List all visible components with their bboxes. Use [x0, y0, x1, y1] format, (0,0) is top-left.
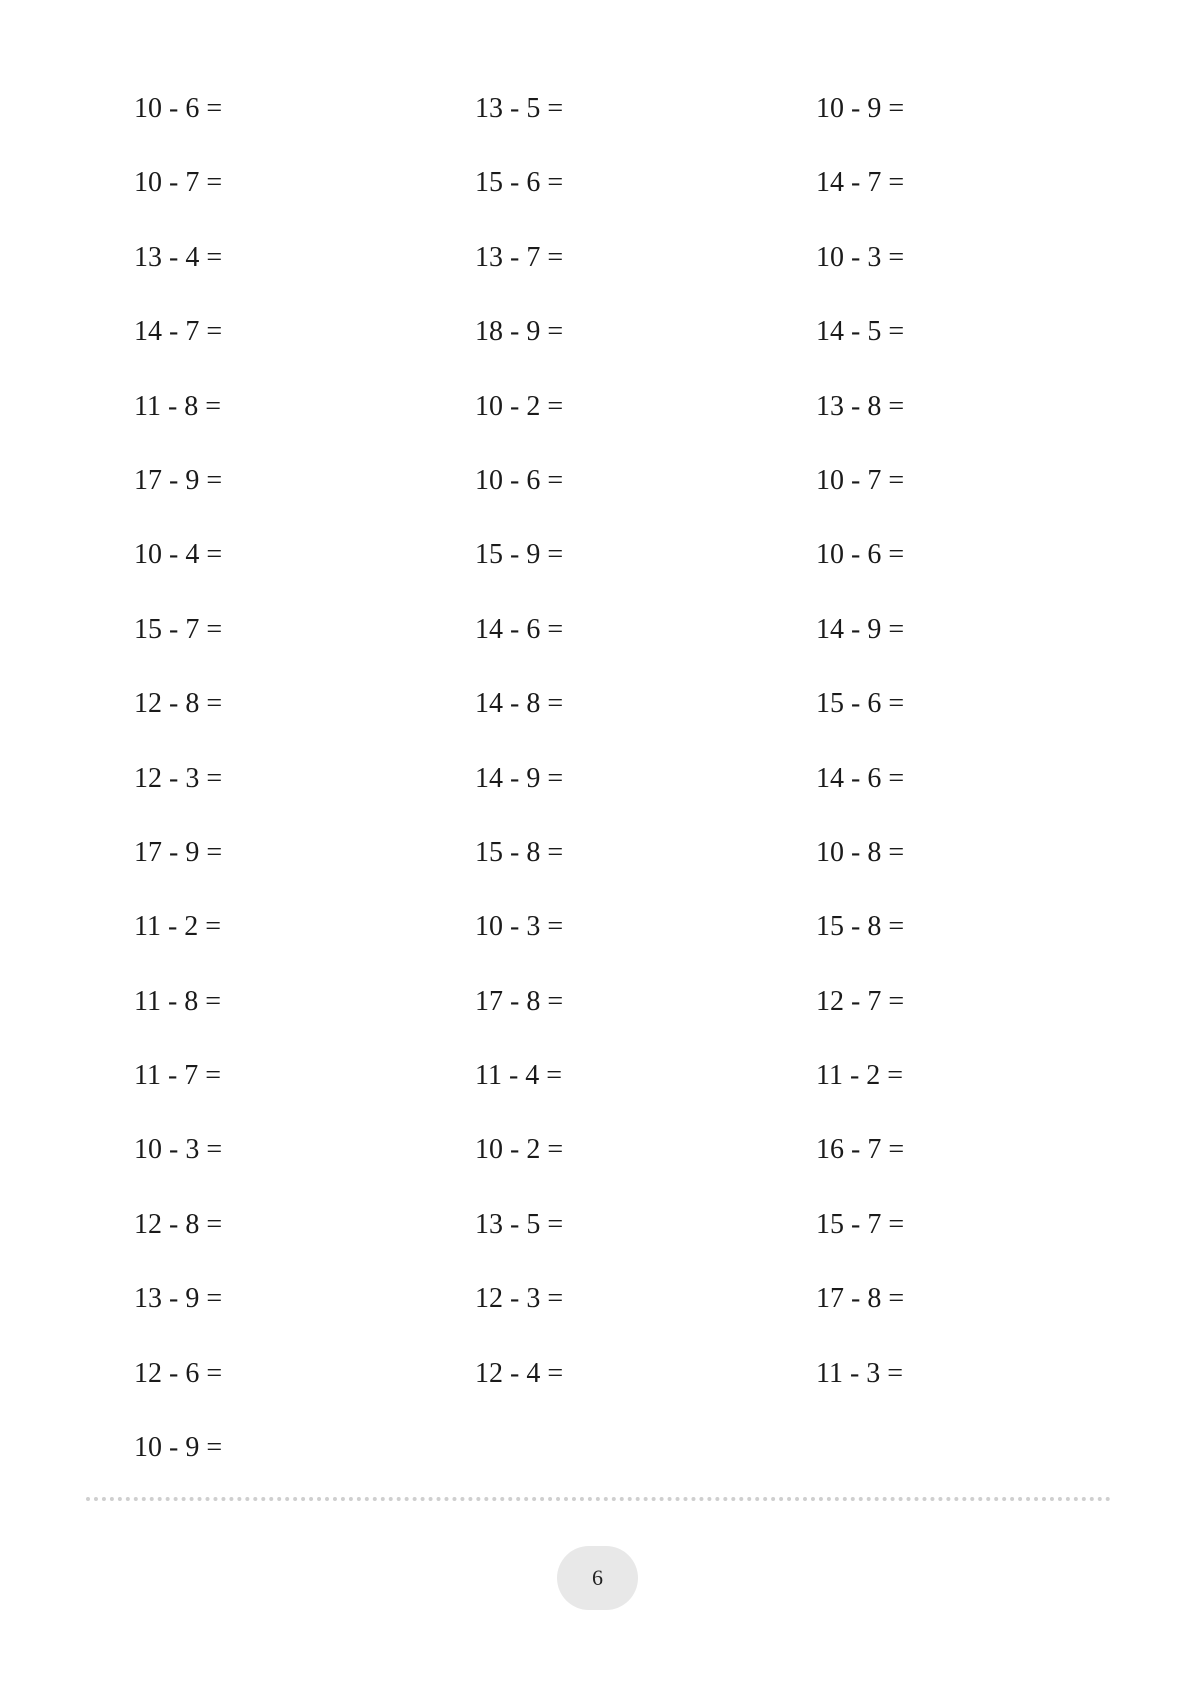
math-problem: 10 - 6 = — [475, 464, 564, 496]
math-problem: 10 - 7 = — [134, 167, 223, 199]
math-problem: 13 - 8 = — [816, 390, 905, 422]
math-problem: 14 - 9 = — [816, 613, 905, 645]
math-problem: 14 - 7 = — [816, 167, 905, 199]
math-problem: 11 - 7 = — [134, 1060, 222, 1092]
math-problem: 13 - 5 = — [475, 93, 564, 124]
math-problem: 11 - 2 = — [816, 1060, 904, 1092]
math-problem: 14 - 7 = — [134, 316, 223, 348]
math-problem: 14 - 6 = — [816, 762, 905, 794]
math-problem: 15 - 8 = — [816, 911, 905, 943]
math-problem: 13 - 4 = — [134, 241, 223, 273]
math-problem: 14 - 9 = — [475, 762, 564, 794]
dotted-divider — [86, 1497, 1111, 1501]
math-problem: 10 - 7 = — [816, 464, 905, 496]
math-problem: 13 - 5 = — [475, 1208, 564, 1240]
problem-column-2 — [475, 94, 775, 1433]
math-problem: 11 - 3 = — [816, 1357, 904, 1389]
math-problem: 11 - 8 = — [134, 985, 222, 1017]
math-problem: 10 - 3 = — [134, 1134, 223, 1166]
math-problem: 12 - 3 = — [134, 762, 223, 794]
math-problem: 15 - 8 = — [475, 836, 564, 868]
problem-column-3 — [816, 94, 1116, 1433]
math-problem: 11 - 8 = — [134, 390, 222, 422]
math-problem: 10 - 6 = — [134, 93, 223, 124]
math-problem: 12 - 8 = — [134, 688, 223, 720]
math-problem: 10 - 3 = — [816, 241, 905, 273]
math-problem: 11 - 2 = — [134, 911, 222, 943]
math-problem: 15 - 6 = — [816, 688, 905, 720]
math-problem: 12 - 8 = — [134, 1208, 223, 1240]
page-number-badge: 6 — [557, 1546, 638, 1610]
math-problem: 15 - 6 = — [475, 167, 564, 199]
math-problem: 10 - 4 = — [134, 539, 223, 571]
math-problem: 18 - 9 = — [475, 316, 564, 348]
math-problem: 15 - 7 = — [134, 613, 223, 645]
math-problem: 15 - 9 = — [475, 539, 564, 571]
math-problem: 17 - 8 = — [475, 985, 564, 1017]
math-problem: 12 - 6 = — [134, 1357, 223, 1389]
math-problem: 17 - 8 = — [816, 1283, 905, 1315]
math-problem: 17 - 9 = — [134, 836, 223, 868]
math-problem: 13 - 9 = — [134, 1283, 223, 1315]
math-problem: 11 - 4 = — [475, 1060, 563, 1092]
math-problem: 10 - 2 = — [475, 390, 564, 422]
math-problem: 17 - 9 = — [134, 464, 223, 496]
math-problem: 14 - 6 = — [475, 613, 564, 645]
problem-column-1 — [134, 94, 434, 1507]
math-problem: 10 - 3 = — [475, 911, 564, 943]
math-problem: 14 - 5 = — [816, 316, 905, 348]
math-problem: 10 - 6 = — [816, 539, 905, 571]
math-problem: 10 - 9 = — [816, 93, 905, 124]
math-problem: 10 - 2 = — [475, 1134, 564, 1166]
math-problem: 13 - 7 = — [475, 241, 564, 273]
math-problem: 12 - 4 = — [475, 1357, 564, 1389]
math-problem: 12 - 7 = — [816, 985, 905, 1017]
math-problem: 14 - 8 = — [475, 688, 564, 720]
math-problem: 15 - 7 = — [816, 1208, 905, 1240]
math-problem: 10 - 8 = — [816, 836, 905, 868]
math-problem: 16 - 7 = — [816, 1134, 905, 1166]
math-problem: 12 - 3 = — [475, 1283, 564, 1315]
math-problem: 10 - 9 = — [134, 1432, 223, 1464]
